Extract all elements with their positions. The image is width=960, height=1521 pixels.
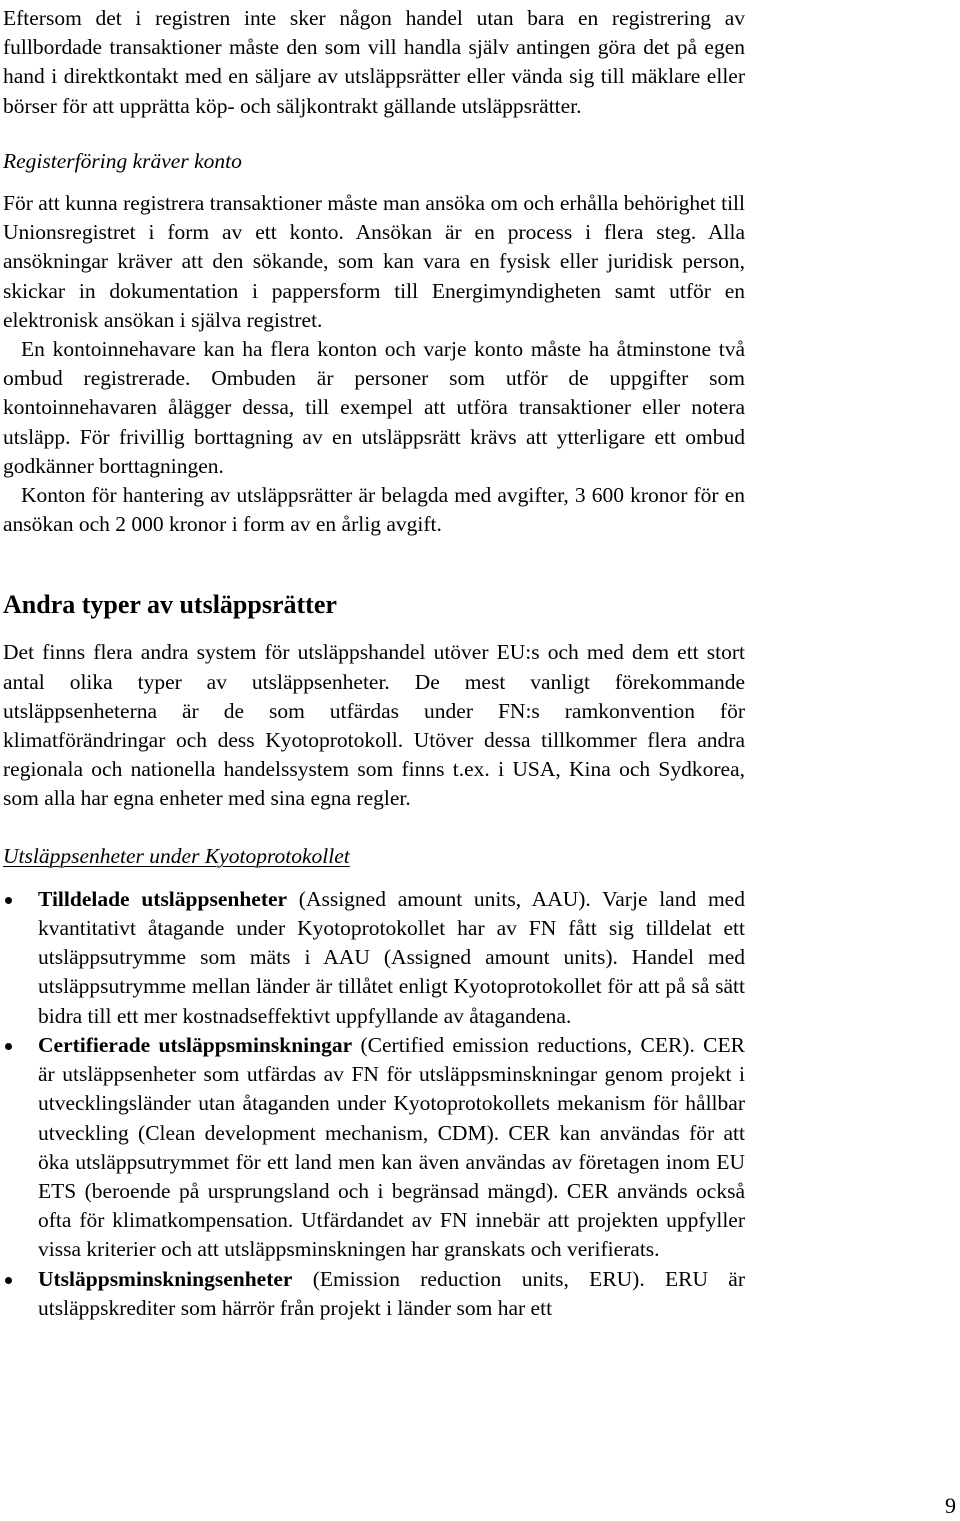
bullet-text: (Assigned amount units, AAU). Varje land med kvantitativt åtagande under Kyotoprotokollet har av FN fått sig tilldelat ett utsläppsutrymme som mäts i AAU (Assigned amount units). Handel med utsläppsutrymme mellan länder är tillåtet enligt Kyotoprotokollet för att på så sätt bidra till ett mer kostnadseffektivt uppfyllande av åtagandena. [38, 886, 745, 1028]
bullet-icon [5, 1043, 12, 1050]
bullet-term: Tilldelade utsläppsenheter [38, 886, 288, 911]
intro-paragraph: Eftersom det i registren inte sker någon handel utan bara en registrering av fullbordade transaktioner måste den som vill handla själv antingen göra det på egen hand i direktkontakt med en säljare av utsläppsrätter eller vända sig till mäklare eller börser för att upprätta köp- och säljkontrakt gällande utsläppsrätter. [3, 6, 745, 118]
list-item [38, 1031, 745, 1265]
paragraph-account-holders: En kontoinnehavare kan ha flera konton och varje konto måste ha åtminstone två ombud registrerade. Ombuden är personer som utför de uppgifter som kontoinnehavaren ålägger dessa, till exempel att utföra transaktioner eller notera utsläpp. För frivillig borttagning av en utsläppsrätt krävs att ytterligare ett ombud godkänner borttagningen. [3, 337, 745, 478]
bullet-term: Certifierade utsläppsminskningar [38, 1032, 353, 1057]
bullet-icon [5, 1277, 12, 1284]
bullet-icon [5, 897, 12, 904]
paragraph-account-fees: Konton för hantering av utsläppsrätter är belagda med avgifter, 3 600 kronor för en ansökan och 2 000 kronor i form av en årlig avgift. [3, 483, 745, 537]
bullet-text: (Emission reduction units, ERU). ERU är utsläppskrediter som härrör från projekt i länder som har ett [38, 1266, 745, 1320]
page-number: 9 [945, 1493, 956, 1518]
section-heading-other-types: Andra typer av utsläppsrätter [3, 590, 337, 620]
paragraph-account-application: För att kunna registrera transaktioner måste man ansöka om och erhålla behörighet till Unionsregistret i form av ett konto. Ansökan är en process i flera steg. Alla ansökningar kräver att den sökande, som kan vara en fysisk eller juridisk person, skickar in dokumentation i pappersform till Energimyndigheten samt utför en elektronisk ansökan i själva registret. [3, 191, 745, 332]
bullet-text: (Certified emission reductions, CER). CER är utsläppsenheter som utfärdas av FN för utsläppsminskningar genom projekt i utvecklingsländer utan åtaganden under Kyotoprotokollets mekanism för hållbar utveckling (Clean development mechanism, CDM). CER kan användas för att öka utsläppsutrymmet för ett land men kan även användas av företagen inom EU ETS (beroende på ursprungsland och i begränsad mängd). CER används också ofta för klimatkompensation. Utfärdandet av FN innebär att projekten uppfyller vissa kriterier och att utsläppsminskningen har granskats och verifierats. [38, 1032, 745, 1262]
subheading-registerforing: Registerföring kräver konto [3, 148, 242, 173]
document-page [3, 0, 745, 1323]
kyoto-unit-list [3, 885, 745, 1323]
paragraph-other-systems: Det finns flera andra system för utsläppshandel utöver EU:s och med dem ett stort antal olika typer av utsläppsenheter. De mest vanligt förekommande utsläppsenheterna är de som utfärdas under FN:s ramkonvention för klimatförändringar och dess Kyotoprotokoll. Utöver dessa tillkommer flera andra regionala och nationella handelssystem som finns t.ex. i USA, Kina och Sydkorea, som alla har egna enheter med sina egna regler. [3, 640, 745, 811]
subheading-kyoto-units: Utsläppsenheter under Kyotoprotokollet [3, 843, 350, 868]
bullet-term: Utsläppsminskningsenheter [38, 1266, 293, 1291]
list-item [38, 1265, 745, 1323]
list-item [38, 885, 745, 1031]
